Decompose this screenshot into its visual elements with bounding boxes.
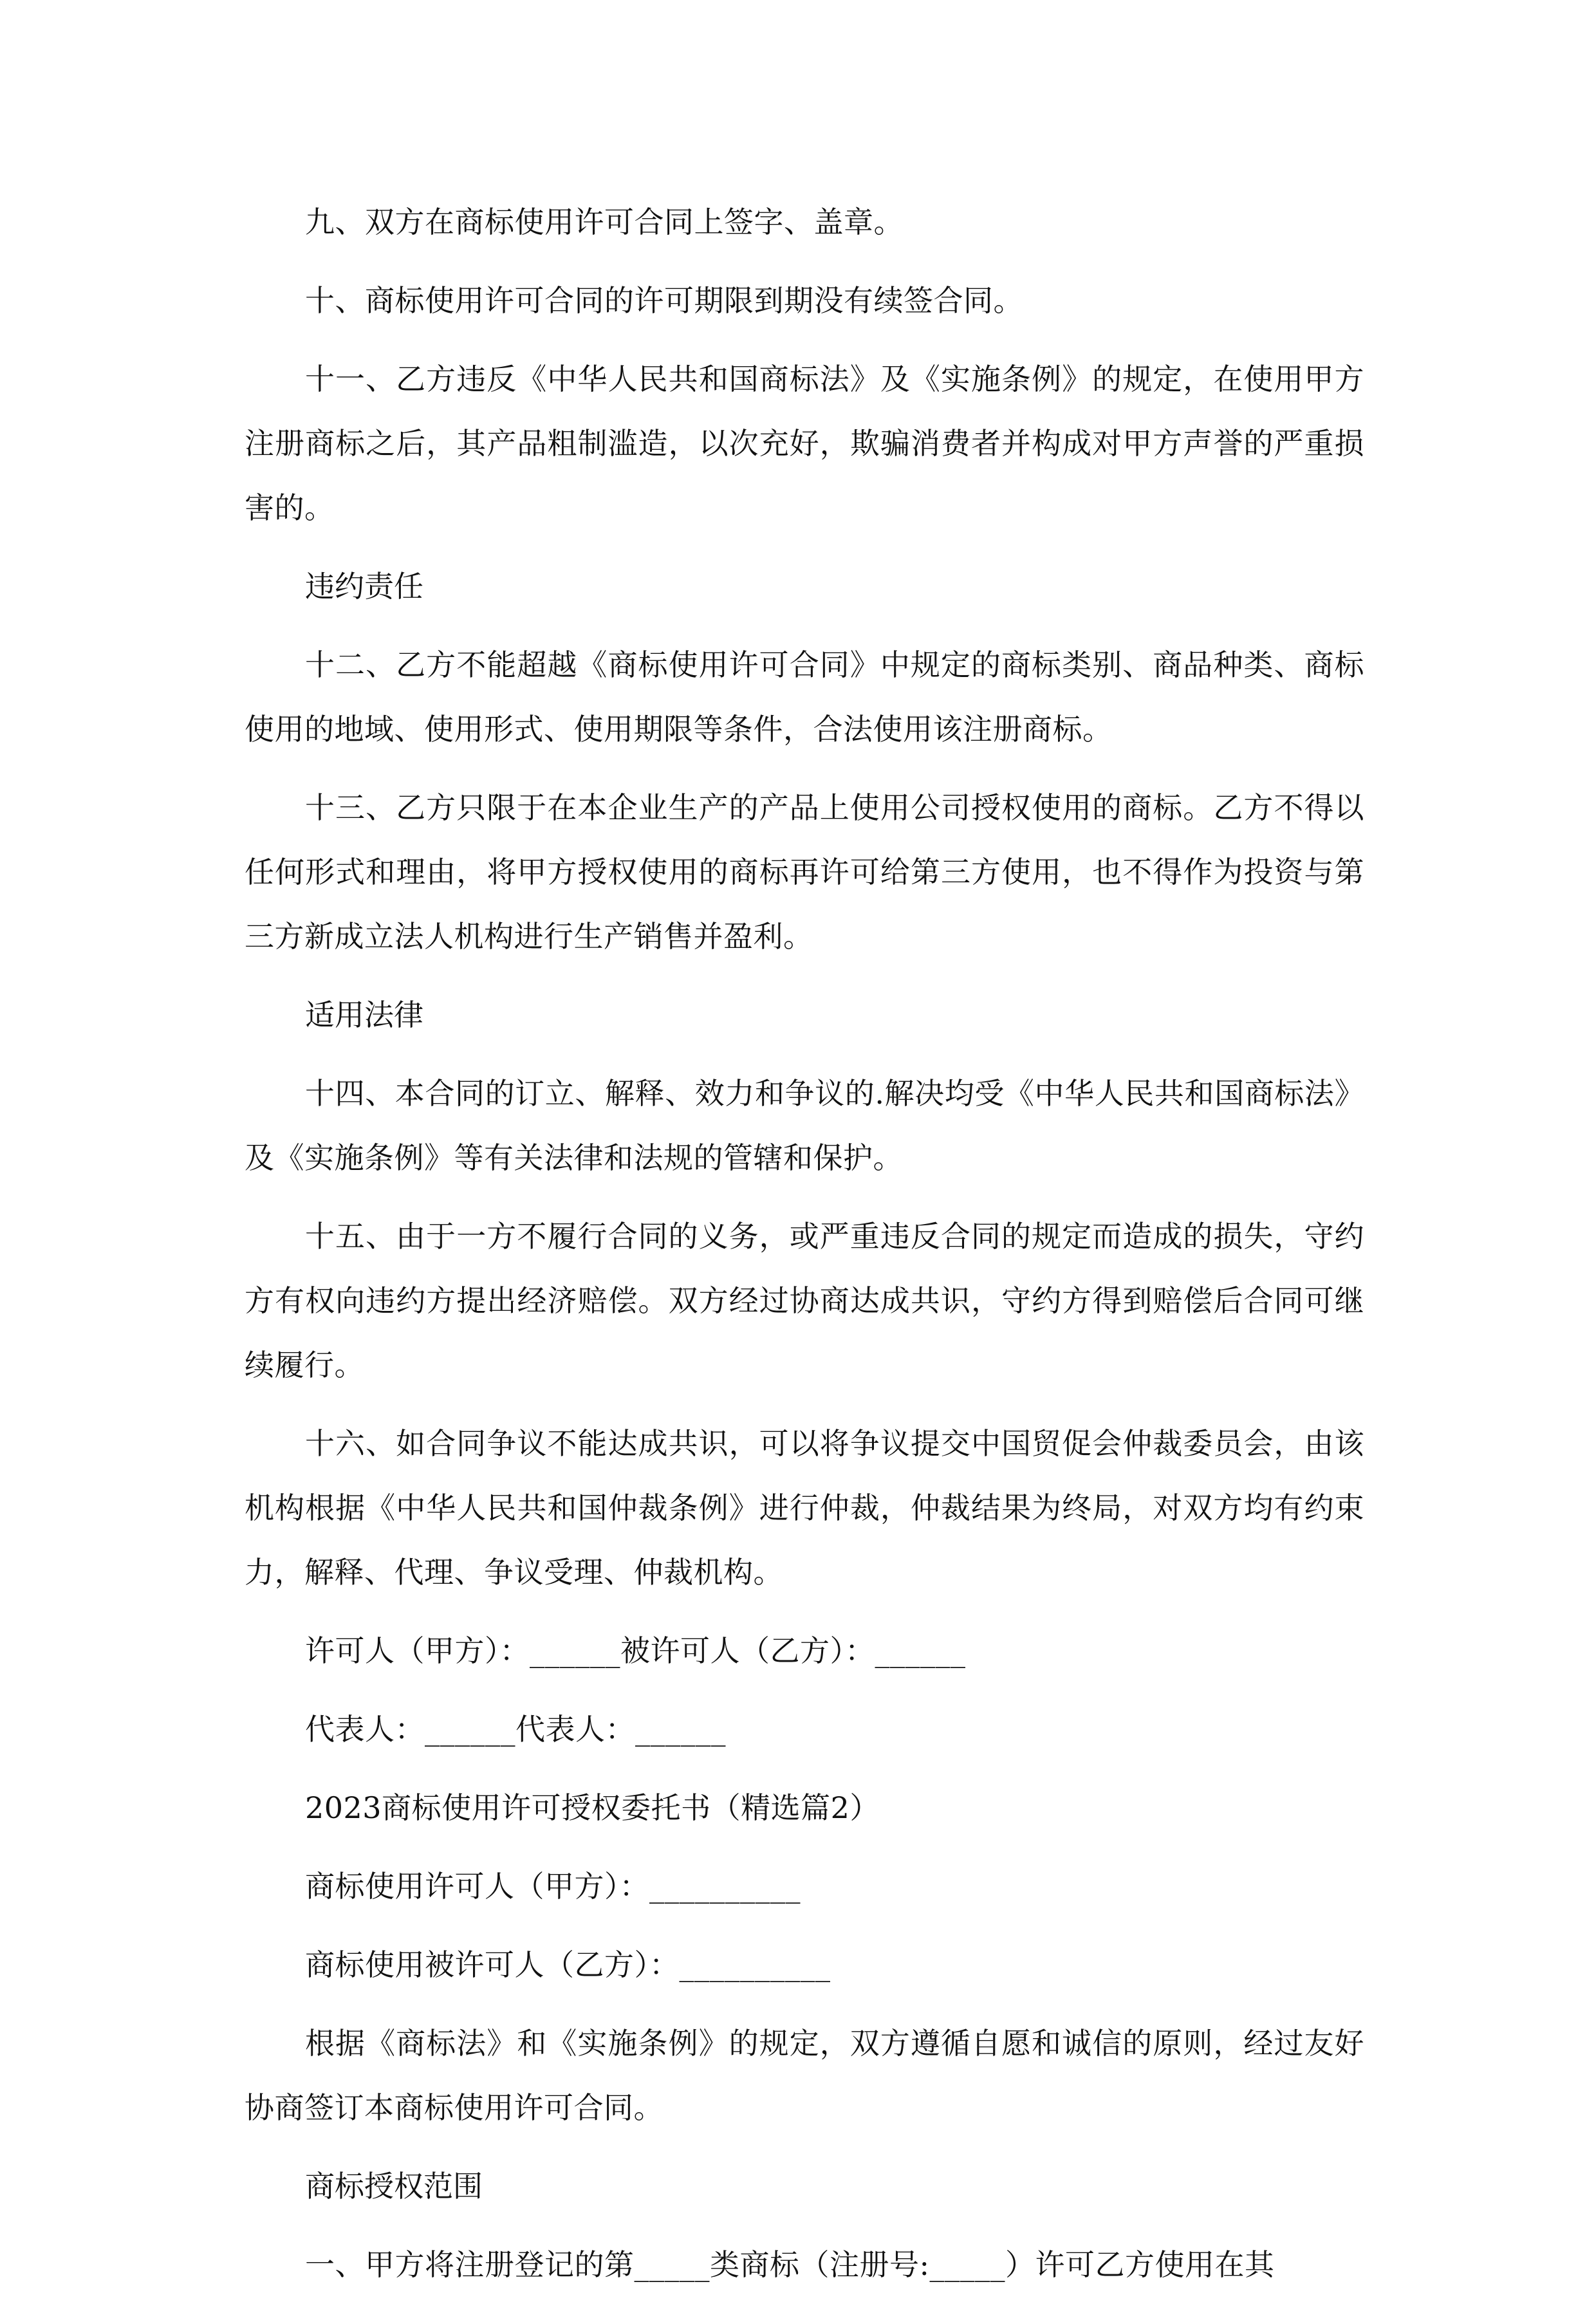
clause-14: 十四、本合同的订立、解释、效力和争议的.解决均受《中华人民共和国商标法》及《实施条例》等有关法律和法规的管辖和保护。 — [245, 1076, 1364, 1175]
section-heading-breach-liability: 违约责任 — [305, 569, 423, 604]
clause-15: 十五、由于一方不履行合同的义务，或严重违反合同的规定而造成的损失，守约方有权向违约方提出经济赔偿。双方经过协商达成共识，守约方得到赔偿后合同可继续履行。 — [245, 1219, 1364, 1382]
licensee-line: 商标使用被许可人（乙方）：__________ — [305, 1947, 831, 1982]
section-heading-applicable-law: 适用法律 — [305, 998, 423, 1032]
clause-9: 九、双方在商标使用许可合同上签字、盖章。 — [305, 205, 904, 239]
section-heading-authorization-scope: 商标授权范围 — [305, 2169, 483, 2204]
licensor-line: 商标使用许可人（甲方）：__________ — [305, 1869, 801, 1904]
clause-1: 一、甲方将注册登记的第_____类商标（注册号:_____）许可乙方使用在其 — [305, 2247, 1275, 2282]
clause-12: 十二、乙方不能超越《商标使用许可合同》中规定的商标类别、商品种类、商标使用的地域、使用形式、使用期限等条件，合法使用该注册商标。 — [245, 647, 1364, 747]
clause-16: 十六、如合同争议不能达成共识，可以将争议提交中国贸促会仲裁委员会，由该机构根据《中华人民共和国仲裁条例》进行仲裁，仲裁结果为终局，对双方均有约束力，解释、代理、争议受理、仲裁机构。 — [245, 1426, 1364, 1590]
clause-13: 十三、乙方只限于在本企业生产的产品上使用公司授权使用的商标。乙方不得以任何形式和理由，将甲方授权使用的商标再许可给第三方使用，也不得作为投资与第三方新成立法人机构进行生产销售并盈利。 — [245, 790, 1364, 954]
second-document-title: 2023商标使用许可授权委托书（精选篇2） — [305, 1790, 880, 1825]
preamble-paragraph: 根据《商标法》和《实施条例》的规定，双方遵循自愿和诚信的原则，经过友好协商签订本商标使用许可合同。 — [245, 2026, 1364, 2125]
signature-representatives-line: 代表人：______代表人：______ — [305, 1712, 726, 1747]
signature-parties-line: 许可人（甲方）：______被许可人（乙方）：______ — [305, 1633, 966, 1668]
clause-11: 十一、乙方违反《中华人民共和国商标法》及《实施条例》的规定，在使用甲方注册商标之后，其产品粗制滥造，以次充好，欺骗消费者并构成对甲方声誉的严重损害的。 — [245, 362, 1364, 525]
document-body — [245, 190, 1364, 2311]
clause-10: 十、商标使用许可合同的许可期限到期没有续签合同。 — [305, 283, 1023, 318]
